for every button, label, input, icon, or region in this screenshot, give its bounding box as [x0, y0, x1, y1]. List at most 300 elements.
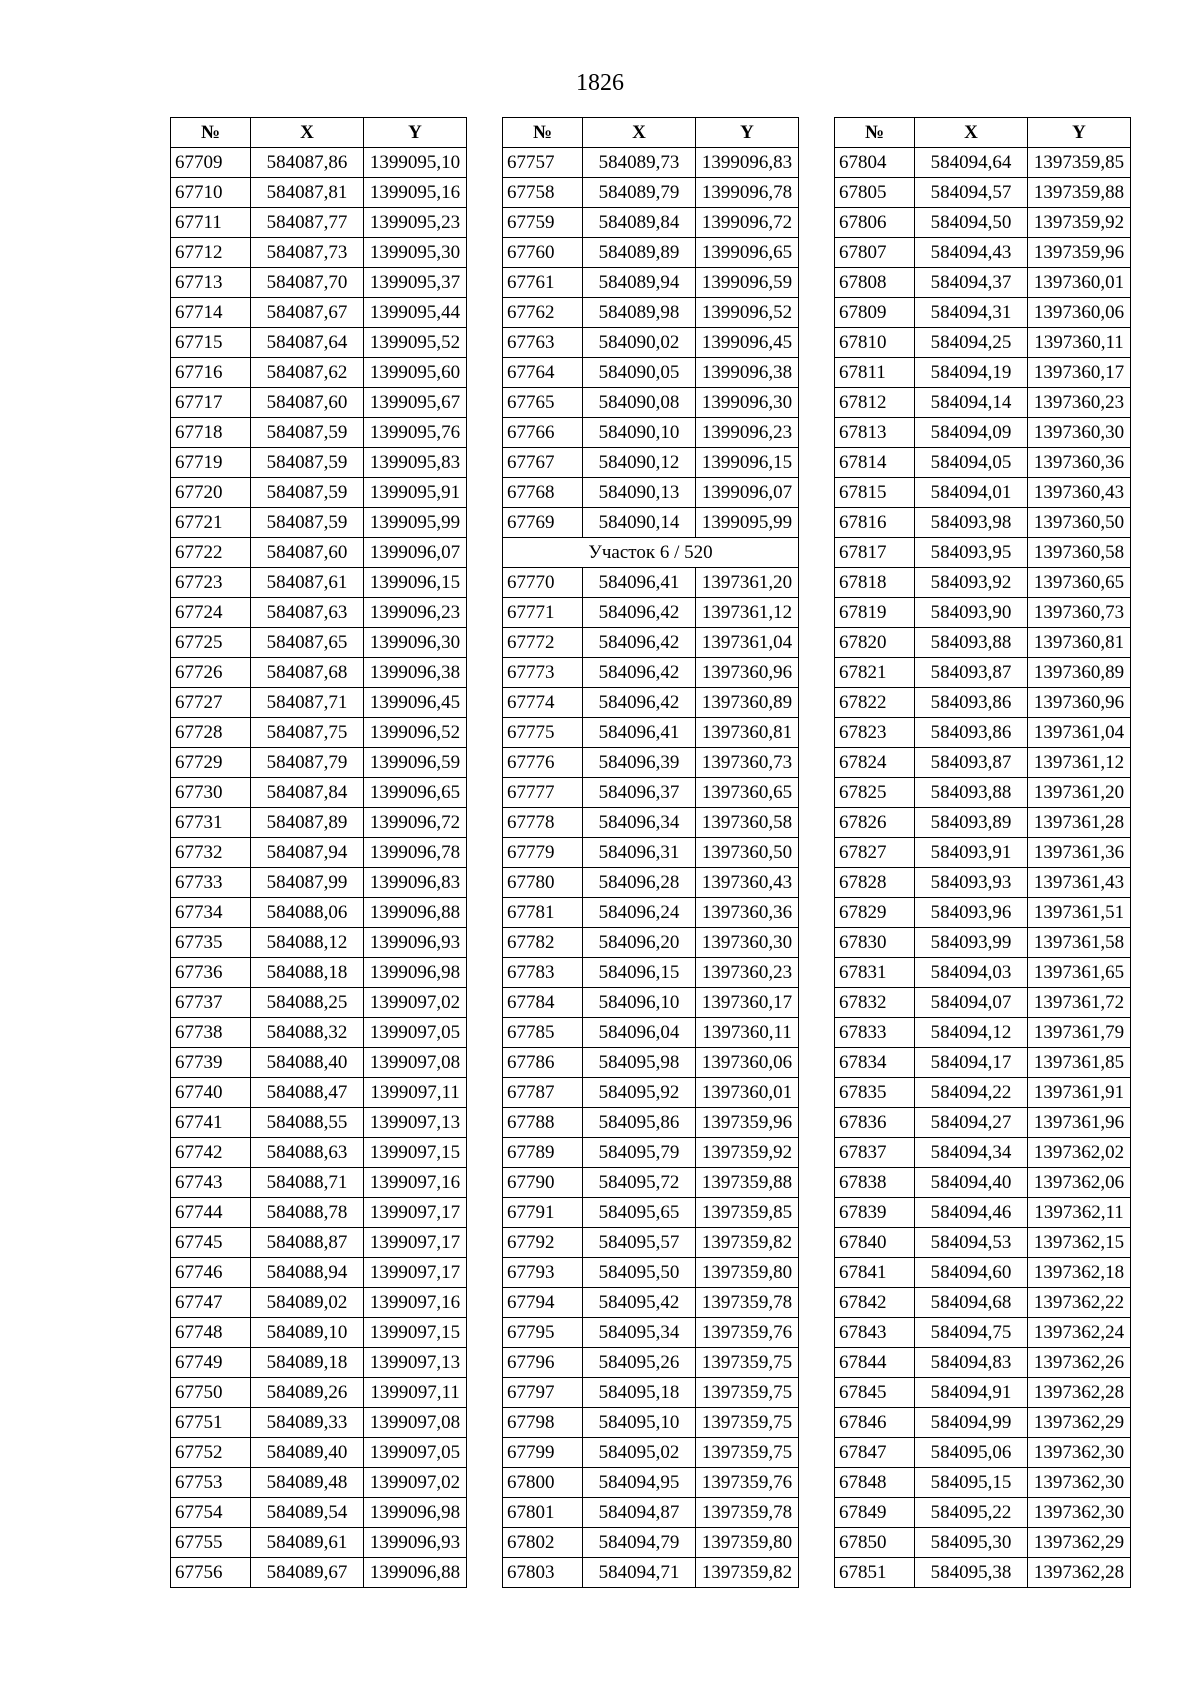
x-coordinate-cell: 584095,72 [583, 1168, 696, 1198]
x-coordinate-cell: 584094,17 [915, 1048, 1028, 1078]
header-x: X [915, 118, 1028, 148]
table-row [171, 838, 467, 868]
y-coordinate-cell: 1397359,76 [696, 1468, 799, 1498]
y-coordinate-cell: 1397360,36 [696, 898, 799, 928]
point-number-cell: 67786 [503, 1048, 583, 1078]
table-row [171, 748, 467, 778]
table-row [171, 1108, 467, 1138]
table-row [835, 958, 1131, 988]
y-coordinate-cell: 1397361,79 [1028, 1018, 1131, 1048]
point-number-cell: 67732 [171, 838, 251, 868]
page-number: 1826 [576, 70, 624, 96]
table-row [171, 298, 467, 328]
y-coordinate-cell: 1397362,28 [1028, 1558, 1131, 1588]
table-row [835, 538, 1131, 568]
table-row [835, 208, 1131, 238]
table-row [503, 208, 799, 238]
table-row [171, 1378, 467, 1408]
table-row [171, 238, 467, 268]
table-row [503, 1498, 799, 1528]
x-coordinate-cell: 584089,54 [251, 1498, 364, 1528]
x-coordinate-cell: 584093,90 [915, 598, 1028, 628]
point-number-cell: 67747 [171, 1288, 251, 1318]
point-number-cell: 67846 [835, 1408, 915, 1438]
table-row [503, 718, 799, 748]
table-row [835, 418, 1131, 448]
table-row [835, 1318, 1131, 1348]
x-coordinate-cell: 584089,26 [251, 1378, 364, 1408]
y-coordinate-cell: 1397361,28 [1028, 808, 1131, 838]
x-coordinate-cell: 584087,89 [251, 808, 364, 838]
x-coordinate-cell: 584095,26 [583, 1348, 696, 1378]
y-coordinate-cell: 1399097,05 [364, 1018, 467, 1048]
x-coordinate-cell: 584095,30 [915, 1528, 1028, 1558]
table-row [503, 988, 799, 1018]
x-coordinate-cell: 584094,22 [915, 1078, 1028, 1108]
x-coordinate-cell: 584087,79 [251, 748, 364, 778]
point-number-cell: 67819 [835, 598, 915, 628]
y-coordinate-cell: 1397361,85 [1028, 1048, 1131, 1078]
point-number-cell: 67834 [835, 1048, 915, 1078]
table-row [171, 178, 467, 208]
table-row [835, 1108, 1131, 1138]
x-coordinate-cell: 584087,73 [251, 238, 364, 268]
table-row [503, 1408, 799, 1438]
point-number-cell: 67714 [171, 298, 251, 328]
y-coordinate-cell: 1399095,67 [364, 388, 467, 418]
x-coordinate-cell: 584095,10 [583, 1408, 696, 1438]
y-coordinate-cell: 1397360,58 [1028, 538, 1131, 568]
x-coordinate-cell: 584094,91 [915, 1378, 1028, 1408]
point-number-cell: 67721 [171, 508, 251, 538]
table-row [503, 778, 799, 808]
y-coordinate-cell: 1397359,85 [696, 1198, 799, 1228]
table-row [835, 838, 1131, 868]
point-number-cell: 67718 [171, 418, 251, 448]
header-x: X [251, 118, 364, 148]
y-coordinate-cell: 1399096,88 [364, 898, 467, 928]
x-coordinate-cell: 584095,50 [583, 1258, 696, 1288]
y-coordinate-cell: 1397361,58 [1028, 928, 1131, 958]
table-row [503, 448, 799, 478]
x-coordinate-cell: 584095,34 [583, 1318, 696, 1348]
table-row [503, 838, 799, 868]
point-number-cell: 67723 [171, 568, 251, 598]
table-row [835, 1018, 1131, 1048]
y-coordinate-cell: 1397362,26 [1028, 1348, 1131, 1378]
header-number: № [503, 118, 583, 148]
point-number-cell: 67717 [171, 388, 251, 418]
table-row [171, 1438, 467, 1468]
table-row [835, 1198, 1131, 1228]
table-row [835, 1288, 1131, 1318]
x-coordinate-cell: 584094,40 [915, 1168, 1028, 1198]
y-coordinate-cell: 1399097,16 [364, 1168, 467, 1198]
x-coordinate-cell: 584087,63 [251, 598, 364, 628]
point-number-cell: 67788 [503, 1108, 583, 1138]
point-number-cell: 67812 [835, 388, 915, 418]
y-coordinate-cell: 1399096,65 [364, 778, 467, 808]
point-number-cell: 67783 [503, 958, 583, 988]
x-coordinate-cell: 584093,95 [915, 538, 1028, 568]
y-coordinate-cell: 1397360,58 [696, 808, 799, 838]
point-number-cell: 67763 [503, 328, 583, 358]
x-coordinate-cell: 584090,12 [583, 448, 696, 478]
table-row [835, 1048, 1131, 1078]
x-coordinate-cell: 584095,65 [583, 1198, 696, 1228]
point-number-cell: 67793 [503, 1258, 583, 1288]
x-coordinate-cell: 584094,83 [915, 1348, 1028, 1378]
y-coordinate-cell: 1397359,88 [1028, 178, 1131, 208]
y-coordinate-cell: 1399095,10 [364, 148, 467, 178]
table-row [171, 808, 467, 838]
y-coordinate-cell: 1399095,76 [364, 418, 467, 448]
point-number-cell: 67770 [503, 568, 583, 598]
y-coordinate-cell: 1399096,52 [696, 298, 799, 328]
table-row [835, 478, 1131, 508]
table-row [171, 1558, 467, 1588]
y-coordinate-cell: 1397359,96 [1028, 238, 1131, 268]
table-row [503, 328, 799, 358]
table-row [503, 238, 799, 268]
y-coordinate-cell: 1399096,72 [364, 808, 467, 838]
x-coordinate-cell: 584093,91 [915, 838, 1028, 868]
x-coordinate-cell: 584096,39 [583, 748, 696, 778]
point-number-cell: 67833 [835, 1018, 915, 1048]
point-number-cell: 67757 [503, 148, 583, 178]
section-row [503, 538, 799, 568]
table-row [503, 568, 799, 598]
point-number-cell: 67787 [503, 1078, 583, 1108]
table-row [171, 208, 467, 238]
y-coordinate-cell: 1397360,30 [696, 928, 799, 958]
table-row [503, 508, 799, 538]
y-coordinate-cell: 1399096,78 [696, 178, 799, 208]
point-number-cell: 67731 [171, 808, 251, 838]
table-row [171, 508, 467, 538]
table-row [835, 388, 1131, 418]
point-number-cell: 67753 [171, 1468, 251, 1498]
y-coordinate-cell: 1397361,51 [1028, 898, 1131, 928]
point-number-cell: 67840 [835, 1228, 915, 1258]
x-coordinate-cell: 584087,84 [251, 778, 364, 808]
table-row [503, 1528, 799, 1558]
x-coordinate-cell: 584093,92 [915, 568, 1028, 598]
y-coordinate-cell: 1397360,11 [696, 1018, 799, 1048]
y-coordinate-cell: 1397359,92 [696, 1138, 799, 1168]
y-coordinate-cell: 1399095,99 [696, 508, 799, 538]
point-number-cell: 67767 [503, 448, 583, 478]
y-coordinate-cell: 1397361,12 [696, 598, 799, 628]
x-coordinate-cell: 584096,42 [583, 598, 696, 628]
y-coordinate-cell: 1397361,20 [1028, 778, 1131, 808]
point-number-cell: 67813 [835, 418, 915, 448]
x-coordinate-cell: 584096,04 [583, 1018, 696, 1048]
x-coordinate-cell: 584088,32 [251, 1018, 364, 1048]
table-row [171, 568, 467, 598]
coordinates-table-3 [834, 117, 1131, 1588]
y-coordinate-cell: 1399096,93 [364, 928, 467, 958]
x-coordinate-cell: 584087,64 [251, 328, 364, 358]
table-row [171, 1168, 467, 1198]
y-coordinate-cell: 1397360,43 [696, 868, 799, 898]
table-row [835, 1168, 1131, 1198]
point-number-cell: 67828 [835, 868, 915, 898]
y-coordinate-cell: 1397359,96 [696, 1108, 799, 1138]
table-row [171, 898, 467, 928]
x-coordinate-cell: 584089,40 [251, 1438, 364, 1468]
point-number-cell: 67764 [503, 358, 583, 388]
table-row [503, 1138, 799, 1168]
x-coordinate-cell: 584087,60 [251, 388, 364, 418]
table-row [503, 298, 799, 328]
y-coordinate-cell: 1397361,12 [1028, 748, 1131, 778]
x-coordinate-cell: 584094,05 [915, 448, 1028, 478]
table-row [503, 1018, 799, 1048]
y-coordinate-cell: 1399096,30 [364, 628, 467, 658]
table-row [503, 358, 799, 388]
header-number: № [835, 118, 915, 148]
x-coordinate-cell: 584094,60 [915, 1258, 1028, 1288]
y-coordinate-cell: 1397360,73 [696, 748, 799, 778]
table-row [835, 148, 1131, 178]
table-row [171, 718, 467, 748]
point-number-cell: 67818 [835, 568, 915, 598]
table-row [835, 298, 1131, 328]
x-coordinate-cell: 584093,93 [915, 868, 1028, 898]
table-row [171, 388, 467, 418]
y-coordinate-cell: 1397360,65 [696, 778, 799, 808]
y-coordinate-cell: 1399097,15 [364, 1318, 467, 1348]
x-coordinate-cell: 584094,75 [915, 1318, 1028, 1348]
x-coordinate-cell: 584088,40 [251, 1048, 364, 1078]
point-number-cell: 67754 [171, 1498, 251, 1528]
x-coordinate-cell: 584094,34 [915, 1138, 1028, 1168]
y-coordinate-cell: 1397360,17 [696, 988, 799, 1018]
x-coordinate-cell: 584087,75 [251, 718, 364, 748]
point-number-cell: 67799 [503, 1438, 583, 1468]
point-number-cell: 67724 [171, 598, 251, 628]
table-row [835, 598, 1131, 628]
x-coordinate-cell: 584094,14 [915, 388, 1028, 418]
table-row [503, 1348, 799, 1378]
x-coordinate-cell: 584094,50 [915, 208, 1028, 238]
header-y: Y [1028, 118, 1131, 148]
point-number-cell: 67726 [171, 658, 251, 688]
y-coordinate-cell: 1397360,23 [696, 958, 799, 988]
table-row [835, 1138, 1131, 1168]
x-coordinate-cell: 584094,19 [915, 358, 1028, 388]
x-coordinate-cell: 584090,05 [583, 358, 696, 388]
y-coordinate-cell: 1397361,91 [1028, 1078, 1131, 1108]
point-number-cell: 67804 [835, 148, 915, 178]
table-row [503, 748, 799, 778]
table-row [503, 688, 799, 718]
point-number-cell: 67750 [171, 1378, 251, 1408]
x-coordinate-cell: 584096,41 [583, 718, 696, 748]
x-coordinate-cell: 584087,67 [251, 298, 364, 328]
x-coordinate-cell: 584089,73 [583, 148, 696, 178]
table-row [835, 448, 1131, 478]
y-coordinate-cell: 1399096,45 [696, 328, 799, 358]
point-number-cell: 67713 [171, 268, 251, 298]
table-row [835, 1378, 1131, 1408]
table-row [503, 1198, 799, 1228]
x-coordinate-cell: 584093,86 [915, 688, 1028, 718]
point-number-cell: 67712 [171, 238, 251, 268]
table-row [171, 1468, 467, 1498]
point-number-cell: 67748 [171, 1318, 251, 1348]
table-row [835, 658, 1131, 688]
x-coordinate-cell: 584095,98 [583, 1048, 696, 1078]
table-row [171, 1288, 467, 1318]
y-coordinate-cell: 1397360,73 [1028, 598, 1131, 628]
x-coordinate-cell: 584095,92 [583, 1078, 696, 1108]
x-coordinate-cell: 584087,68 [251, 658, 364, 688]
point-number-cell: 67766 [503, 418, 583, 448]
table-row [503, 898, 799, 928]
y-coordinate-cell: 1399096,72 [696, 208, 799, 238]
x-coordinate-cell: 584094,64 [915, 148, 1028, 178]
point-number-cell: 67784 [503, 988, 583, 1018]
x-coordinate-cell: 584093,87 [915, 658, 1028, 688]
x-coordinate-cell: 584096,20 [583, 928, 696, 958]
point-number-cell: 67768 [503, 478, 583, 508]
table-row [835, 1258, 1131, 1288]
x-coordinate-cell: 584090,13 [583, 478, 696, 508]
y-coordinate-cell: 1399097,05 [364, 1438, 467, 1468]
point-number-cell: 67830 [835, 928, 915, 958]
x-coordinate-cell: 584095,15 [915, 1468, 1028, 1498]
point-number-cell: 67762 [503, 298, 583, 328]
x-coordinate-cell: 584089,89 [583, 238, 696, 268]
x-coordinate-cell: 584095,38 [915, 1558, 1028, 1588]
point-number-cell: 67761 [503, 268, 583, 298]
point-number-cell: 67719 [171, 448, 251, 478]
y-coordinate-cell: 1399095,23 [364, 208, 467, 238]
y-coordinate-cell: 1397360,96 [1028, 688, 1131, 718]
y-coordinate-cell: 1397361,04 [1028, 718, 1131, 748]
y-coordinate-cell: 1397360,30 [1028, 418, 1131, 448]
y-coordinate-cell: 1397359,75 [696, 1408, 799, 1438]
table-row [503, 268, 799, 298]
table-row [503, 1288, 799, 1318]
y-coordinate-cell: 1397360,06 [696, 1048, 799, 1078]
table-row [835, 868, 1131, 898]
table-row [835, 358, 1131, 388]
x-coordinate-cell: 584094,99 [915, 1408, 1028, 1438]
table-row [171, 1198, 467, 1228]
table-row [503, 598, 799, 628]
point-number-cell: 67803 [503, 1558, 583, 1588]
x-coordinate-cell: 584094,25 [915, 328, 1028, 358]
x-coordinate-cell: 584088,94 [251, 1258, 364, 1288]
table-row [503, 1108, 799, 1138]
x-coordinate-cell: 584094,95 [583, 1468, 696, 1498]
point-number-cell: 67808 [835, 268, 915, 298]
y-coordinate-cell: 1397359,75 [696, 1348, 799, 1378]
x-coordinate-cell: 584087,62 [251, 358, 364, 388]
point-number-cell: 67782 [503, 928, 583, 958]
point-number-cell: 67733 [171, 868, 251, 898]
table-row [503, 1078, 799, 1108]
x-coordinate-cell: 584089,67 [251, 1558, 364, 1588]
point-number-cell: 67805 [835, 178, 915, 208]
point-number-cell: 67845 [835, 1378, 915, 1408]
x-coordinate-cell: 584087,81 [251, 178, 364, 208]
point-number-cell: 67749 [171, 1348, 251, 1378]
x-coordinate-cell: 584087,99 [251, 868, 364, 898]
point-number-cell: 67796 [503, 1348, 583, 1378]
y-coordinate-cell: 1397362,22 [1028, 1288, 1131, 1318]
y-coordinate-cell: 1397359,88 [696, 1168, 799, 1198]
x-coordinate-cell: 584094,53 [915, 1228, 1028, 1258]
y-coordinate-cell: 1397359,80 [696, 1258, 799, 1288]
header-number: № [171, 118, 251, 148]
y-coordinate-cell: 1399096,98 [364, 1498, 467, 1528]
y-coordinate-cell: 1397360,06 [1028, 298, 1131, 328]
x-coordinate-cell: 584096,42 [583, 688, 696, 718]
point-number-cell: 67737 [171, 988, 251, 1018]
x-coordinate-cell: 584087,70 [251, 268, 364, 298]
point-number-cell: 67823 [835, 718, 915, 748]
point-number-cell: 67831 [835, 958, 915, 988]
table-row [503, 1468, 799, 1498]
y-coordinate-cell: 1397359,82 [696, 1558, 799, 1588]
x-coordinate-cell: 584089,48 [251, 1468, 364, 1498]
y-coordinate-cell: 1399096,52 [364, 718, 467, 748]
x-coordinate-cell: 584093,99 [915, 928, 1028, 958]
y-coordinate-cell: 1397362,11 [1028, 1198, 1131, 1228]
point-number-cell: 67778 [503, 808, 583, 838]
table-row [171, 1228, 467, 1258]
y-coordinate-cell: 1397362,29 [1028, 1408, 1131, 1438]
point-number-cell: 67746 [171, 1258, 251, 1288]
table-row [835, 1468, 1131, 1498]
point-number-cell: 67734 [171, 898, 251, 928]
x-coordinate-cell: 584096,28 [583, 868, 696, 898]
table-row [503, 658, 799, 688]
point-number-cell: 67725 [171, 628, 251, 658]
y-coordinate-cell: 1397362,28 [1028, 1378, 1131, 1408]
table-row [503, 1258, 799, 1288]
table-row [171, 658, 467, 688]
y-coordinate-cell: 1397360,01 [696, 1078, 799, 1108]
y-coordinate-cell: 1399097,08 [364, 1048, 467, 1078]
y-coordinate-cell: 1399096,98 [364, 958, 467, 988]
x-coordinate-cell: 584095,22 [915, 1498, 1028, 1528]
y-coordinate-cell: 1399096,93 [364, 1528, 467, 1558]
y-coordinate-cell: 1399097,17 [364, 1228, 467, 1258]
point-number-cell: 67738 [171, 1018, 251, 1048]
table-header-row [503, 118, 799, 148]
y-coordinate-cell: 1397361,96 [1028, 1108, 1131, 1138]
y-coordinate-cell: 1397362,30 [1028, 1438, 1131, 1468]
y-coordinate-cell: 1399097,02 [364, 988, 467, 1018]
point-number-cell: 67815 [835, 478, 915, 508]
x-coordinate-cell: 584095,06 [915, 1438, 1028, 1468]
table-row [835, 238, 1131, 268]
table-row [835, 508, 1131, 538]
table-row [503, 928, 799, 958]
y-coordinate-cell: 1397362,29 [1028, 1528, 1131, 1558]
table-row [171, 868, 467, 898]
point-number-cell: 67838 [835, 1168, 915, 1198]
table-row [171, 1258, 467, 1288]
table-header-row [835, 118, 1131, 148]
point-number-cell: 67829 [835, 898, 915, 928]
y-coordinate-cell: 1399095,16 [364, 178, 467, 208]
